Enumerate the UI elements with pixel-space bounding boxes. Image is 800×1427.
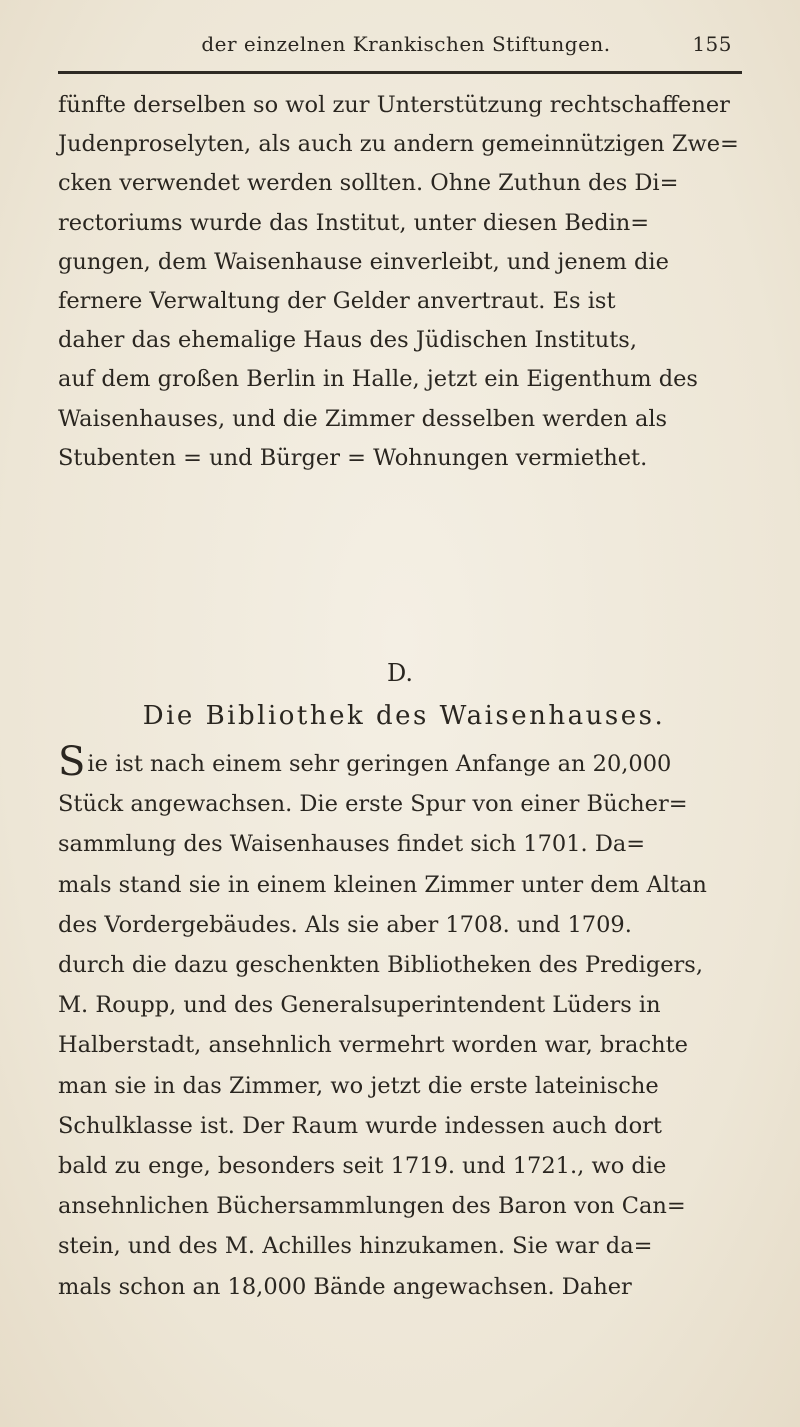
- text-line: ie ist nach einem sehr geringen Anfange an 20,000: [87, 751, 672, 777]
- text-line: cken verwendet werden sollten. Ohne Zuthun des Di=: [58, 170, 679, 197]
- text-line: fünfte derselben so wol zur Unterstützung rechtschaffener: [58, 92, 730, 118]
- header-rule: [58, 71, 742, 74]
- text-line: durch die dazu geschenkten Bibliotheken des Predigers,: [58, 952, 703, 979]
- text-line: bald zu enge, besonders seit 1719. und 1721., wo die: [58, 1153, 667, 1180]
- text-line: mals stand sie in einem kleinen Zimmer unter dem Altan: [58, 871, 707, 898]
- section-mark: D.: [386, 659, 413, 687]
- text-line-first: [58, 739, 750, 785]
- text-line: Waisenhauses, und die Zimmer desselben werden als: [58, 405, 668, 432]
- text-line: M. Roupp, und des Generalsuperintendent Lüders in: [58, 992, 661, 1019]
- text-line: Judenproselyten, als auch zu andern gemeinnützigen Zwe=: [58, 131, 739, 158]
- text-line: mals schon an 18,000 Bände angewachsen. Daher: [58, 1273, 632, 1300]
- text-line: daher das ehemalige Haus des Jüdischen Instituts,: [58, 327, 637, 354]
- drop-cap: S: [58, 739, 86, 785]
- text-line: rectoriums wurde das Institut, unter diesen Bedin=: [58, 209, 650, 236]
- text-line: gungen, dem Waisenhause einverleibt, und jenem die: [58, 248, 669, 275]
- text-line: des Vordergebäudes. Als sie aber 1708. und 1709.: [58, 911, 632, 938]
- section-heading: Die Bibliothek des Waisenhauses.: [142, 701, 666, 731]
- text-line: sammlung des Waisenhauses findet sich 1701. Da=: [58, 831, 646, 858]
- page-number: 155: [692, 32, 732, 56]
- paragraph-2: [58, 739, 750, 1307]
- running-head: [80, 30, 732, 64]
- paragraph-1: [58, 86, 750, 478]
- text-line: fernere Verwaltung der Gelder anvertraut. Es ist: [58, 288, 616, 315]
- text-line: Stück angewachsen. Die erste Spur von einer Bücher=: [58, 791, 688, 818]
- text-line: Stubenten = und Bürger = Wohnungen vermiethet.: [58, 444, 648, 471]
- text-line: ansehnlichen Büchersammlungen des Baron von Can=: [58, 1193, 686, 1220]
- text-line: man sie in das Zimmer, wo jetzt die erste lateinische: [58, 1072, 659, 1099]
- text-line: stein, und des M. Achilles hinzukamen. Sie war da=: [58, 1233, 653, 1260]
- text-line: Schulklasse ist. Der Raum wurde indessen auch dort: [58, 1112, 662, 1139]
- text-line: auf dem großen Berlin in Halle, jetzt ein Eigenthum des: [58, 366, 698, 393]
- text-line: Halberstadt, ansehnlich vermehrt worden war, brachte: [58, 1032, 688, 1059]
- running-title: der einzelnen Krankischen Stiftungen.: [201, 32, 611, 56]
